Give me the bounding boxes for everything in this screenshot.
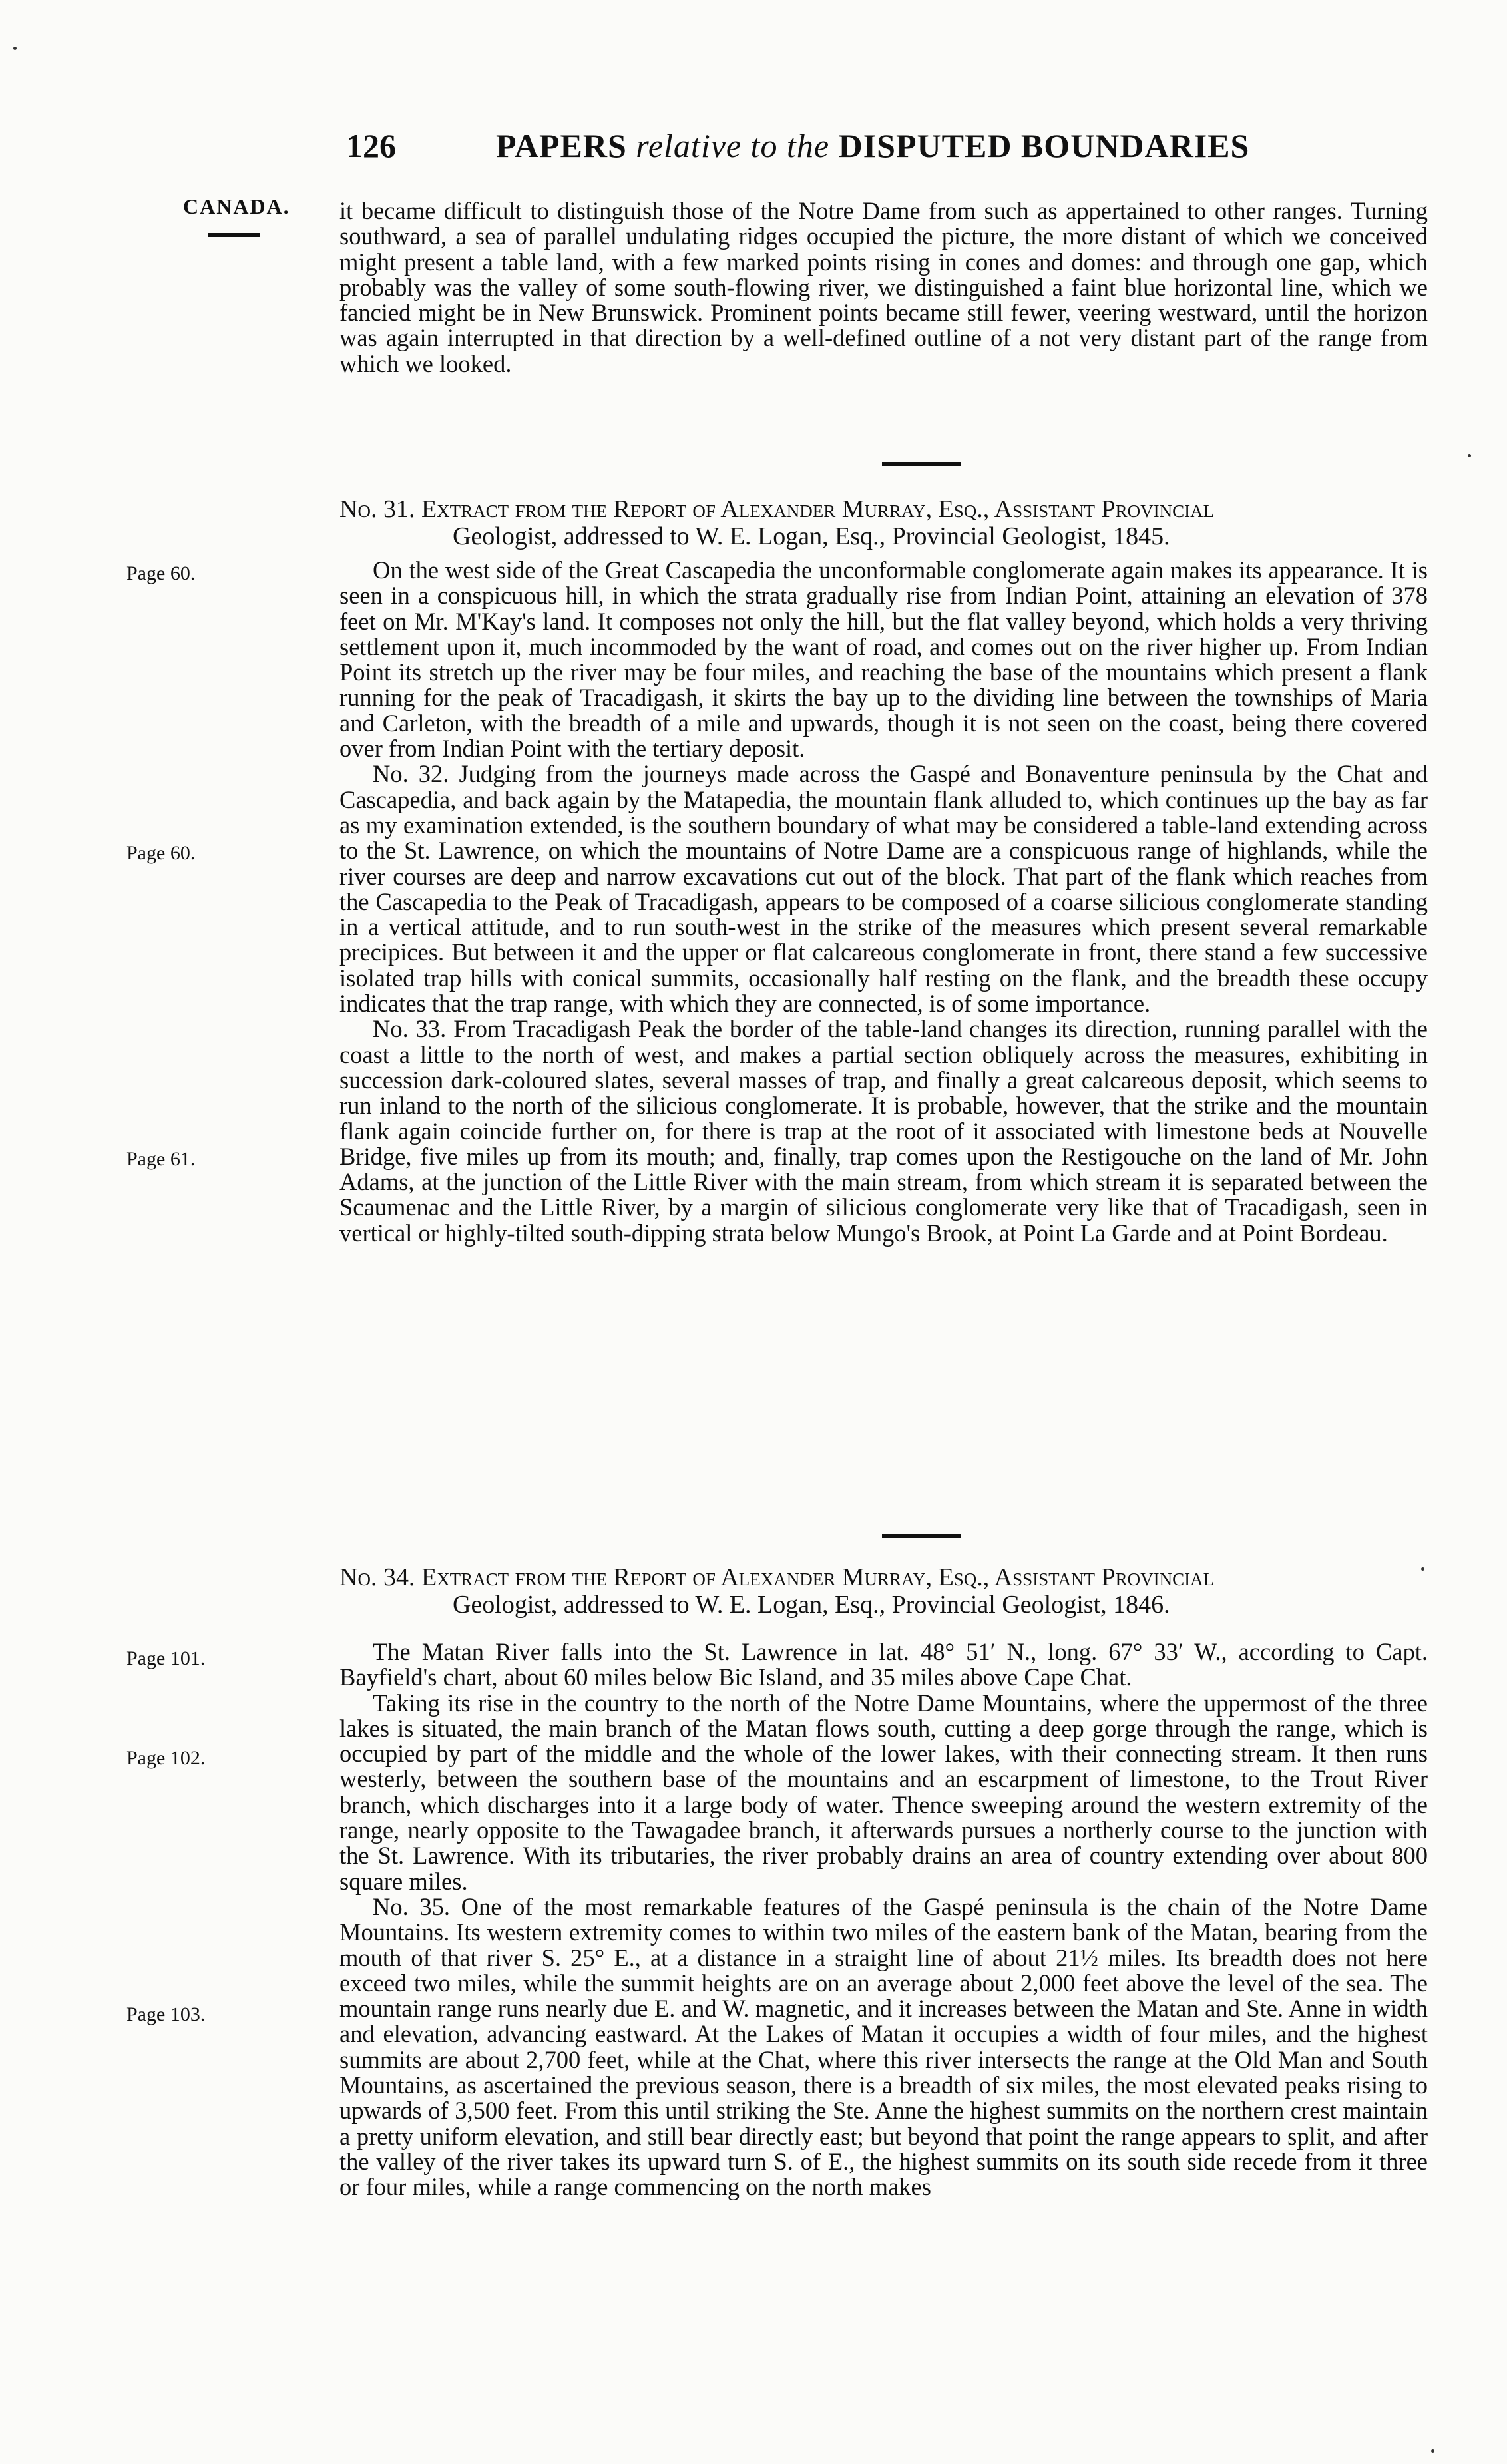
section-divider-2: [882, 1534, 961, 1538]
section-31-heading: [339, 496, 1428, 550]
section-31-heading-line2: Geologist, addressed to W. E. Logan, Esq., Provincial Geologist, 1845.: [453, 522, 1170, 550]
scan-speck: [1468, 454, 1471, 457]
section-34-heading-line2: Geologist, addressed to W. E. Logan, Esq., Provincial Geologist, 1846.: [453, 1591, 1170, 1619]
section-31-para-1: On the west side of the Great Cascapedia the unconformable conglomerate again makes its appearance. It is seen in a conspicuous hill, in which the strata gradually rise from Indian Point, attaining an elevation of 378 feet on Mr. M'Kay's land. It composes not only the hill, but the flat valley beyond, which holds a very thriving settlement upon it, much incommoded by the want of road, and comes out on the river higher up. From Indian Point its stretch up the river may be four miles, and reaching the base of the mountains which present a flank running for the peak of Tracadigash, it skirts the bay up to the dividing line between the townships of Maria and Carleton, with the breadth of a mile and upwards, though it is not seen on the coast, being there covered over from Indian Point with the tertiary deposit.: [339, 556, 1428, 763]
margin-note-page-60-second: Page 60.: [126, 842, 196, 864]
scan-speck: [1421, 1567, 1424, 1571]
section-34-heading: [339, 1564, 1428, 1619]
intro-paragraph: [339, 198, 1428, 377]
section-34-body: [339, 1639, 1428, 2200]
margin-canada: CANADA.: [183, 194, 290, 218]
scan-speck: [13, 47, 17, 50]
margin-note-page-61: Page 61.: [126, 1148, 196, 1170]
scan-speck: [1431, 2449, 1434, 2453]
section-31-para-3: No. 33. From Tracadigash Peak the border of the table-land changes its direction, running parallel with the coast a little to the north of west, and makes a partial section obliquely across the measures, exhibiting in succession dark-coloured slates, several masses of trap, and finally a great calcareous deposit, which seems to run inland to the north of the silicious conglomerate. It is probable, however, that the strike and the mountain flank again coincide further on, for there is trap at the root of it associated with limestone beds at Nouvelle Bridge, five miles up from its mouth; and, finally, trap comes upon the Restigouche on the land of Mr. John Adams, at the junction of the Little River with the main stream, from which stream it is separated between the Scaumenac and the Little River, by a margin of silicious conglomerate very like that of Tracadigash, seen in vertical or highly-tilted south-dipping strata below Mungo's Brook, at Point La Garde and at Point Bordeau.: [339, 1015, 1428, 1247]
running-title-italic: relative to the: [636, 127, 830, 164]
section-31-para-2: No. 32. Judging from the journeys made across the Gaspé and Bonaventure peninsula by the Chat and Cascapedia, and back again by the Matapedia, the mountain flank alluded to, which continues up the bay as far as my examination extended, is the southern boundary of what may be considered a table-land extending across to the St. Lawrence, on which the mountains of Notre Dame are a conspicuous range of highlands, while the river courses are deep and narrow excavations cut out of the block. That part of the flank which reaches from the Cascapedia to the Peak of Tracadigash, appears to be composed of a coarse silicious conglomerate standing in a vertical attitude, and to run south-west in the strike of the measures which present several remarkable precipices. But between it and the upper or flat calcareous conglomerate in front, there stand a few successive isolated trap hills with conical summits, occasionally half resting on the flank, and the breadth these occupy indicates that the trap range, with which they are connected, is of some importance.: [339, 760, 1428, 1018]
intro-text: it became difficult to distinguish those of the Notre Dame from such as appertained to other ranges. Turning southward, a sea of parallel undulating ridges occupied the picture, the more distant of which we conceived might present a table land, with a few marked points rising in cones and domes: and through one gap, which probably was the valley of some south-flowing river, we distinguished a faint blue horizontal line, which we fancied might be in New Brunswick. Prominent points became still fewer, veering westward, until the horizon was again interrupted in that direction by a well-defined outline of a not very distant part of the range from which we looked.: [339, 197, 1428, 377]
running-title-part1: PAPERS: [496, 127, 627, 164]
margin-note-page-101: Page 101.: [126, 1647, 206, 1669]
running-title: [496, 126, 1249, 165]
margin-note-page-60: Page 60.: [126, 562, 196, 584]
section-34-heading-line1: No. 34. Extract from the Report of Alexander Murray, Esq., Assistant Provincial: [339, 1563, 1215, 1591]
section-divider: [882, 462, 961, 466]
page-number: 126: [346, 127, 396, 164]
section-34-para-2: Taking its rise in the country to the north of the Notre Dame Mountains, where the uppermost of the three lakes is situated, the main branch of the Matan flows south, cutting a deep gorge through the range, which is occupied by part of the middle and the whole of the lower lakes, with their connecting stream. It then runs westerly, between the southern base of the mountains and an escarpment of limestone, to the Trout River branch, which discharges into it a large body of water. Thence sweeping around the western extremity of the range, nearly opposite to the Tawagadee branch, it afterwards pursues a northerly course to the junction with the St. Lawrence. With its tributaries, the river probably drains an area of country extending over about 800 square miles.: [339, 1689, 1428, 1895]
margin-note-page-102: Page 102.: [126, 1747, 206, 1769]
margin-note-page-103: Page 103.: [126, 2003, 206, 2025]
running-title-part2: DISPUTED BOUNDARIES: [838, 127, 1250, 164]
section-34-para-3: No. 35. One of the most remarkable features of the Gaspé peninsula is the chain of the Notre Dame Mountains. Its western extremity comes to within two miles of the eastern bank of the Matan, bearing from the mouth of that river S. 25° E., at a distance in a straight line of about 21½ miles. Its breadth does not here exceed two miles, while the summit heights are on an average about 2,000 feet above the level of the sea. The mountain range runs nearly due E. and W. magnetic, and it increases between the Matan and Ste. Anne in width and elevation, advancing eastward. At the Lakes of Matan it occupies a width of four miles, and the highest summits are about 2,700 feet, while at the Chat, where this river intersects the range at the Old Man and South Mountains, as ascertained the previous season, there is a breadth of six miles, the most elevated peaks rising to upwards of 3,500 feet. From this until striking the Ste. Anne the highest summits on the northern crest maintain a pretty uniform elevation, and still bear directly east; but beyond that point the range appears to split, and after the valley of the river takes its upward turn S. of E., the highest summits on its south side recede from it three or four miles, while a range commencing on the north makes: [339, 1892, 1428, 2201]
margin-canada-rule: [208, 233, 260, 237]
section-31-heading-line1: No. 31. Extract from the Report of Alexander Murray, Esq., Assistant Provincial: [339, 495, 1215, 523]
section-34-para-1: The Matan River falls into the St. Lawrence in lat. 48° 51′ N., long. 67° 33′ W., according to Capt. Bayfield's chart, about 60 miles below Bic Island, and 35 miles above Cape Chat.: [339, 1638, 1428, 1691]
section-31-body: [339, 558, 1428, 1246]
